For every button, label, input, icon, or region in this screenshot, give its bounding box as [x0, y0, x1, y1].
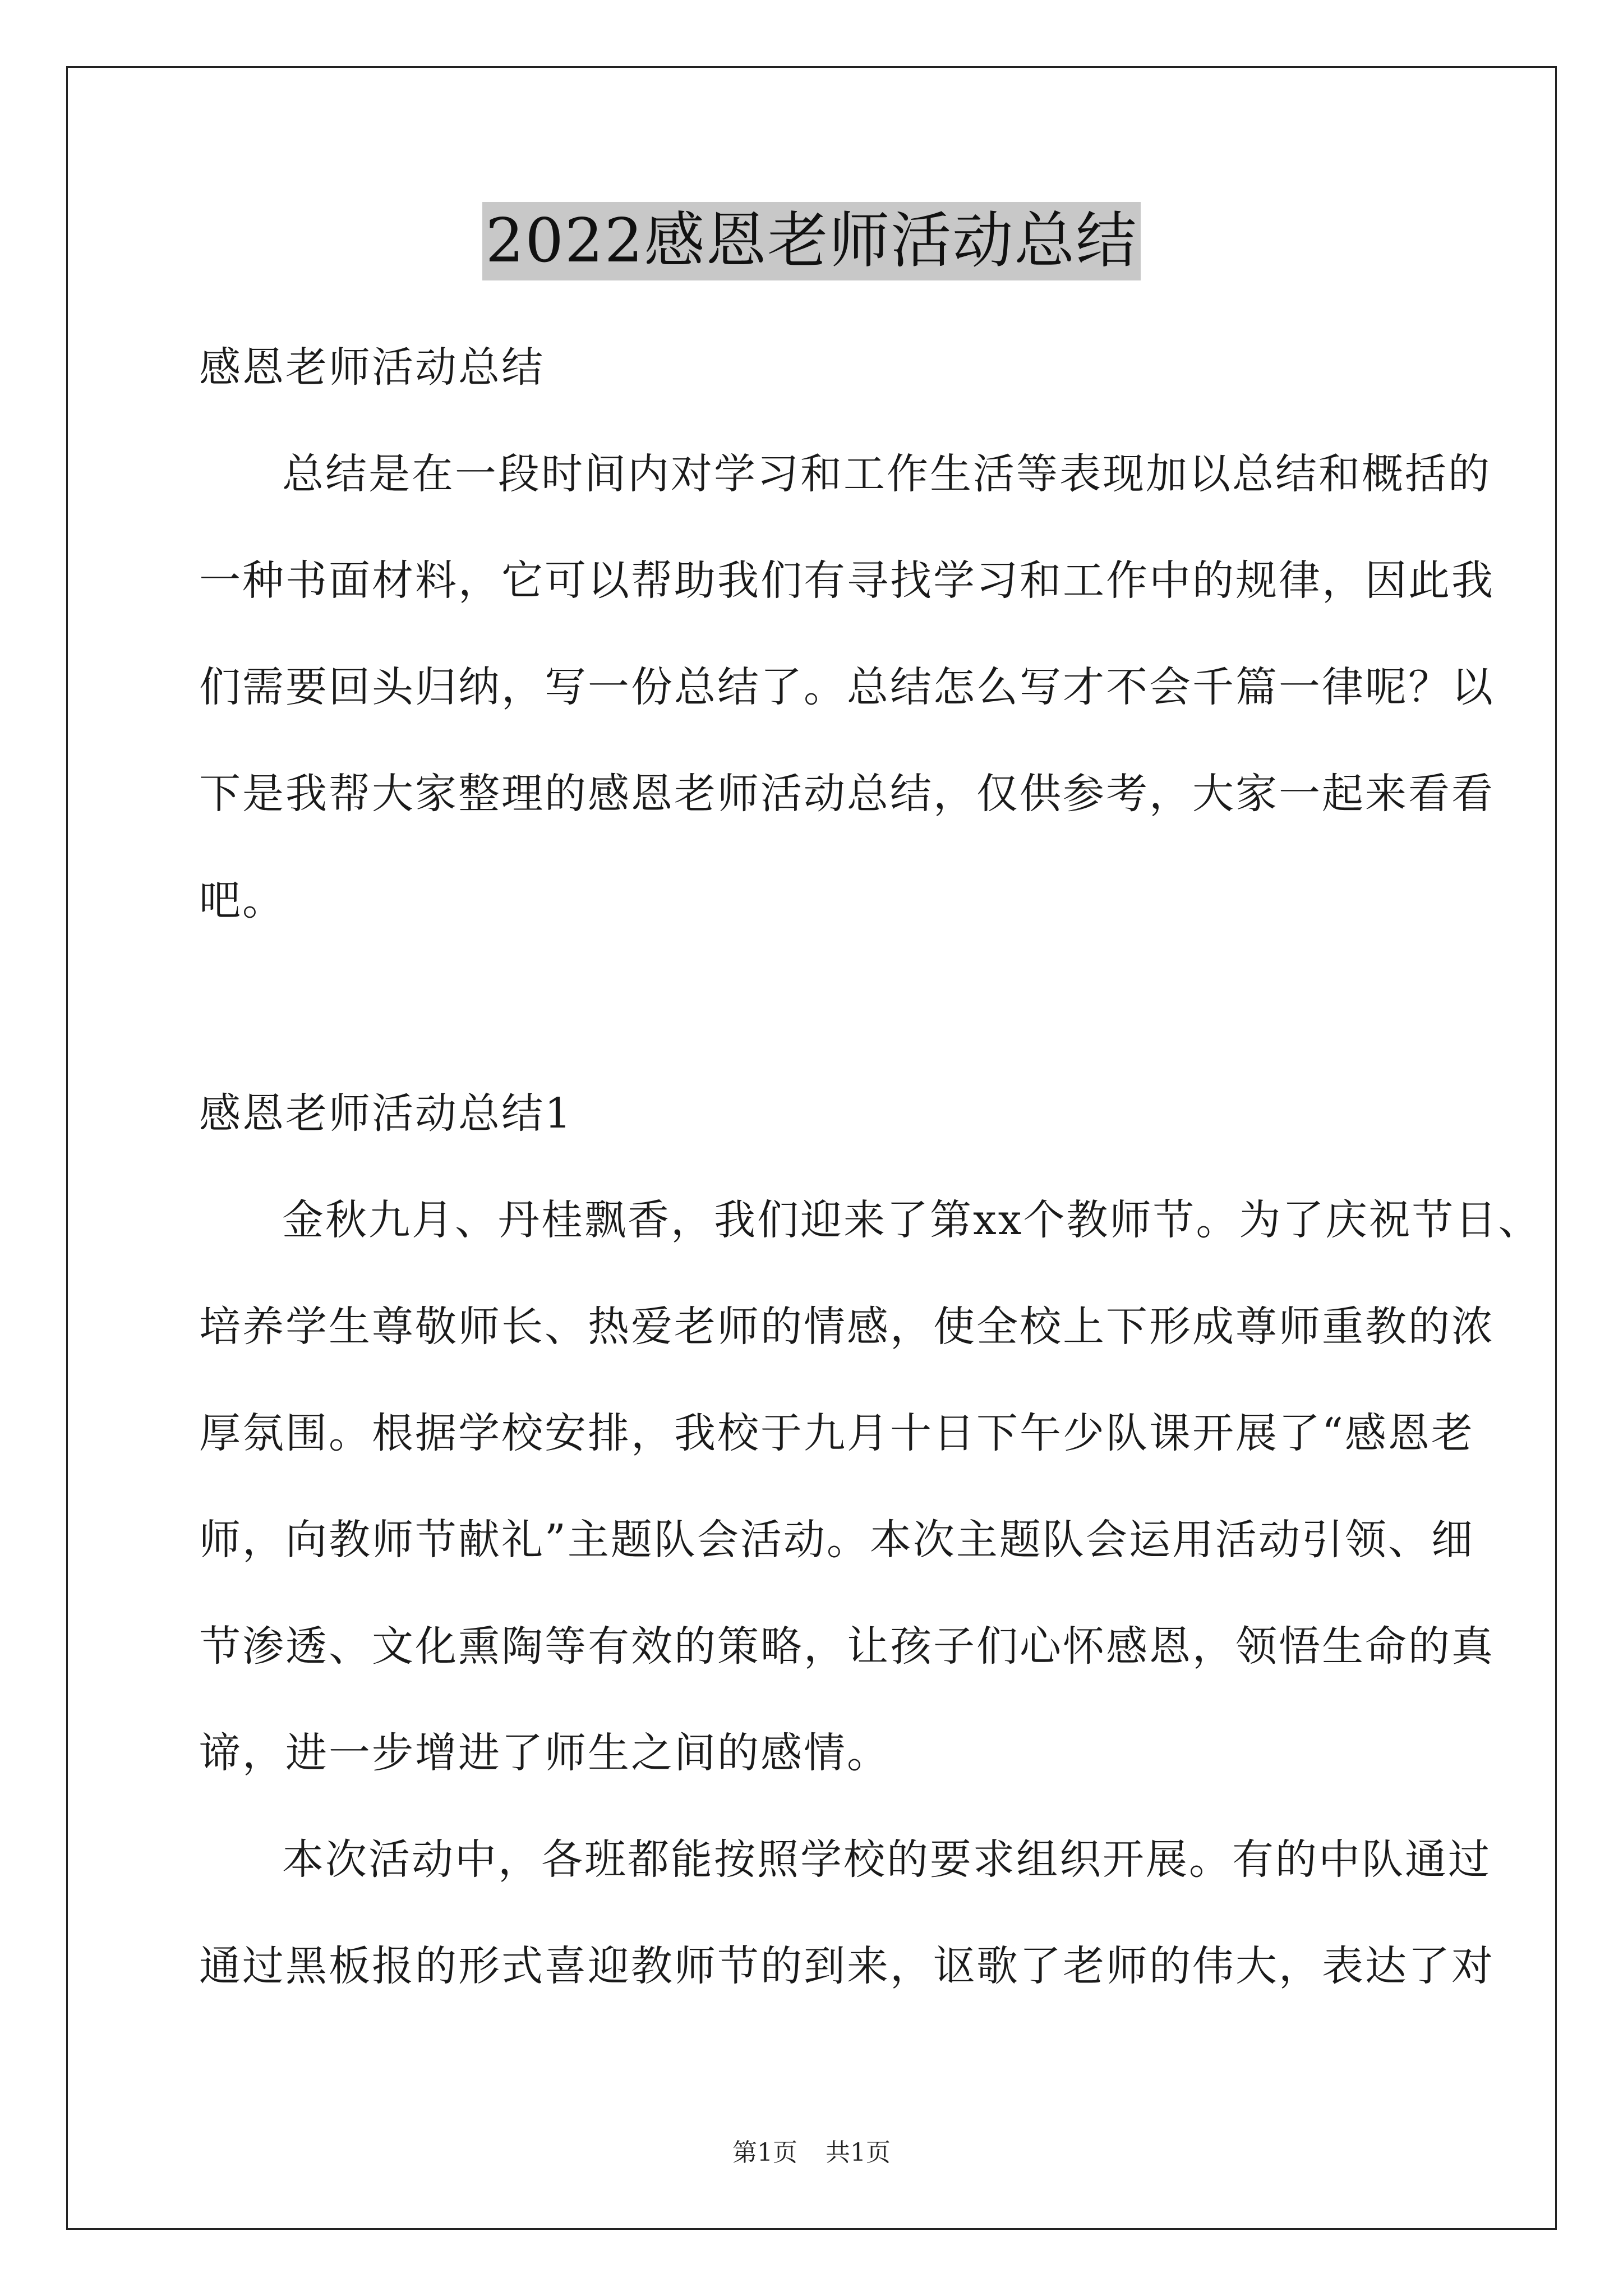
- page-total: 共1页: [826, 2138, 891, 2167]
- paragraph-line: 金秋九月、丹桂飘香，我们迎来了第xx个教师节。为了庆祝节日、: [282, 1196, 1542, 1244]
- paragraph-line: 吧。: [199, 876, 285, 924]
- paragraph-line: 厚氛围。根据学校安排，我校于九月十日下午少队课开展了“感恩老: [199, 1409, 1474, 1457]
- subtitle-line: 感恩老师活动总结: [199, 343, 545, 392]
- paragraph-line: 本次活动中，各班都能按照学校的要求组织开展。有的中队通过: [282, 1835, 1491, 1884]
- document-body: [199, 314, 1542, 2019]
- page-footer: [0, 2136, 1623, 2170]
- section-heading: 感恩老师活动总结1: [199, 1089, 573, 1138]
- paragraph-line: 节渗透、文化熏陶等有效的策略，让孩子们心怀感恩，领悟生命的真: [199, 1622, 1495, 1671]
- paragraph-line: 培养学生尊敬师长、热爱老师的情感，使全校上下形成尊师重教的浓: [199, 1303, 1495, 1351]
- paragraph-line: 一种书面材料，它可以帮助我们有寻找学习和工作中的规律，因此我: [199, 556, 1495, 605]
- paragraph-line: 们需要回头归纳，写一份总结了。总结怎么写才不会千篇一律呢？以: [199, 663, 1495, 711]
- page-number: 第1页: [732, 2138, 797, 2167]
- paragraph-line: 总结是在一段时间内对学习和工作生活等表现加以总结和概括的: [282, 450, 1491, 498]
- document-title: 2022感恩老师活动总结: [482, 202, 1141, 280]
- paragraph-line: 下是我帮大家整理的感恩老师活动总结，仅供参考，大家一起来看看: [199, 770, 1495, 818]
- paragraph-line: 师，向教师节献礼”主题队会活动。本次主题队会运用活动引领、细: [199, 1516, 1474, 1564]
- paragraph-line: 通过黑板报的形式喜迎教师节的到来，讴歌了老师的伟大，表达了对: [199, 1942, 1495, 1990]
- title-container: [0, 202, 1623, 280]
- paragraph-line: 谛，进一步增进了师生之间的感情。: [199, 1729, 890, 1777]
- blank-line: [199, 954, 1436, 1060]
